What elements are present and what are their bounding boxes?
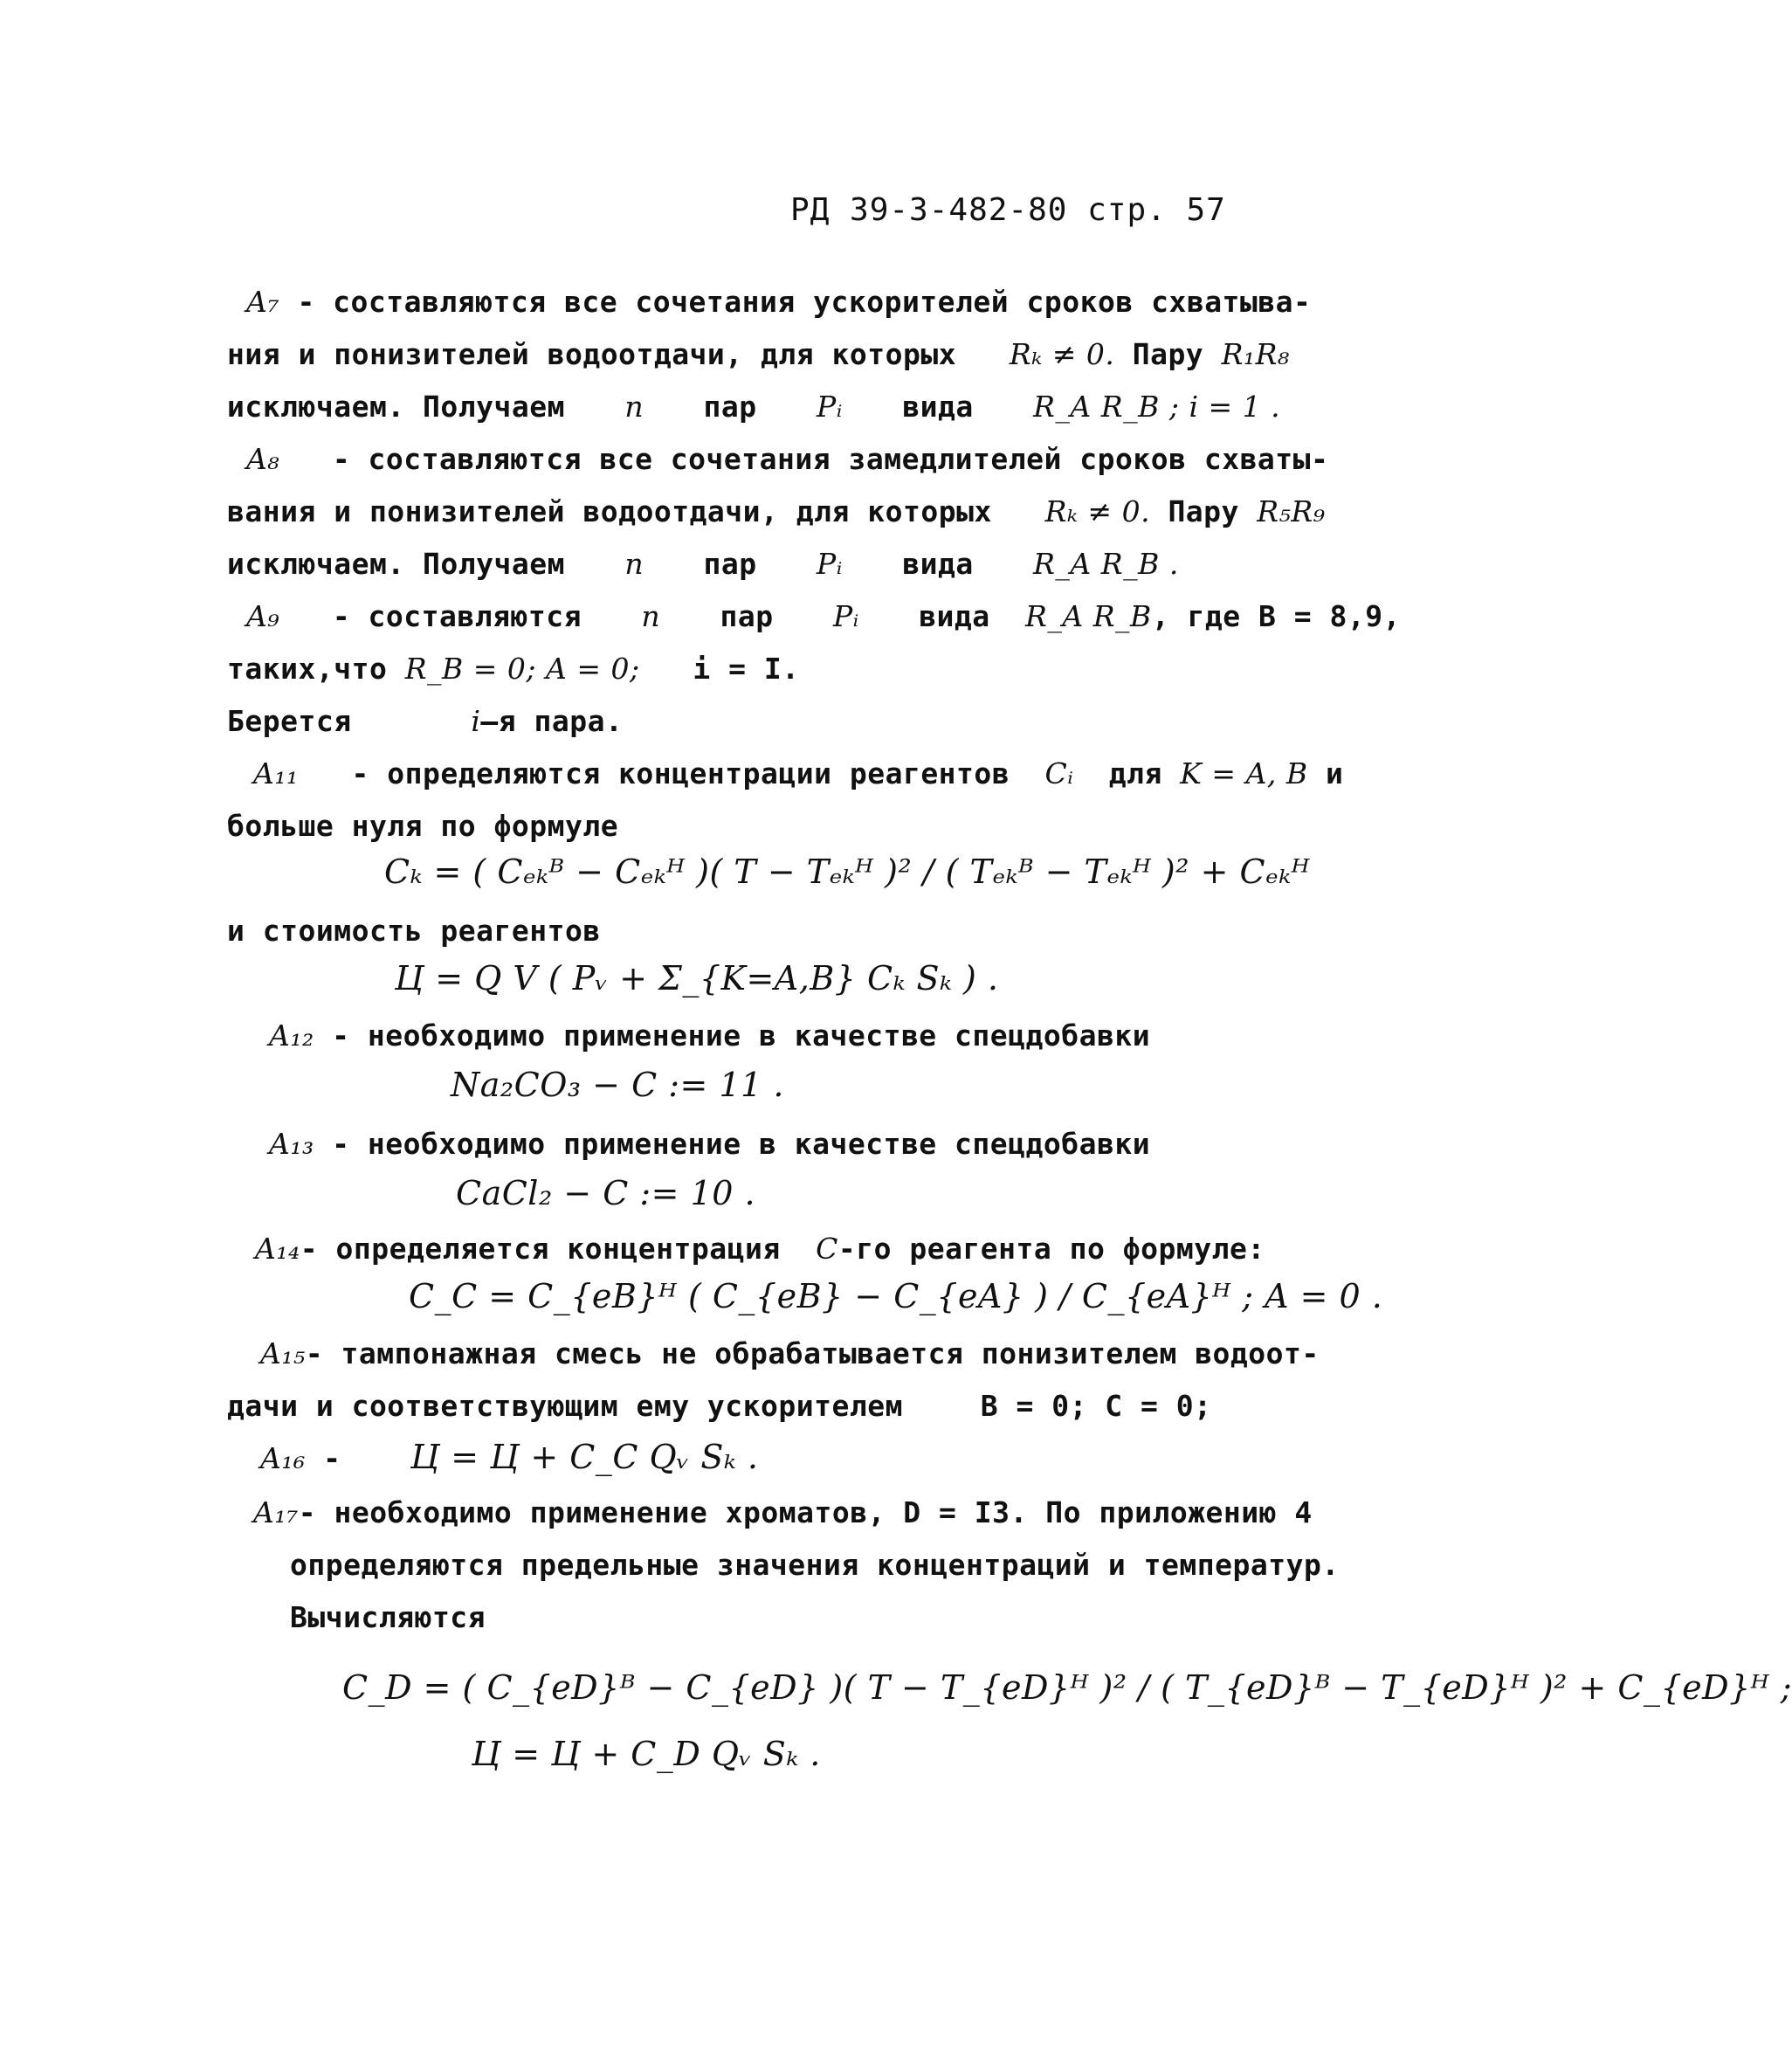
a8-text-1: - составляются все сочетания замедлителей сроков схваты- bbox=[332, 442, 1329, 476]
a8-excluded-pair: R₅R₉ bbox=[1257, 494, 1326, 528]
a9-kind: вида bbox=[919, 599, 990, 633]
page-header: РД 39-3-482-80 стр. 57 bbox=[790, 192, 1226, 228]
a13-label: A₁₃ bbox=[269, 1127, 314, 1161]
a9-text-1b: , где B = 8,9, bbox=[1151, 599, 1401, 633]
a8-text-2a: вания и понизителей водоотдачи, для которых bbox=[227, 494, 992, 528]
a16-dash: - bbox=[323, 1441, 341, 1475]
take-i: i bbox=[471, 704, 481, 738]
a17-text-1: - необходимо применение хроматов, D = I3. По приложению 4 bbox=[298, 1495, 1313, 1529]
a11-kset: K = A, B bbox=[1180, 756, 1308, 790]
a8-pairs: пар bbox=[703, 547, 757, 581]
a8-p: Pᵢ bbox=[817, 547, 843, 581]
a7-condition: Rₖ ≠ 0. bbox=[1009, 337, 1115, 371]
take-pair-line bbox=[227, 704, 623, 738]
a9-condition: R_B = 0; A = 0; bbox=[404, 652, 640, 686]
a7-line-1 bbox=[246, 285, 1311, 319]
a14-c: C bbox=[816, 1232, 838, 1266]
a11-cost-formula: Ц = Q V ( Pᵥ + Σ_{K=A,B} Cₖ Sₖ ) . bbox=[395, 959, 999, 997]
a9-text-2b: i = I. bbox=[693, 652, 800, 686]
a9-line-1 bbox=[246, 599, 1401, 633]
a7-n: n bbox=[624, 390, 644, 424]
a9-label: A₉ bbox=[246, 599, 280, 633]
a8-line-2 bbox=[227, 494, 1325, 528]
a7-line-2 bbox=[227, 337, 1290, 371]
a11-ci: Cᵢ bbox=[1044, 756, 1074, 790]
a8-n: n bbox=[624, 547, 644, 581]
a8-line-3 bbox=[227, 547, 1179, 581]
a15-line-1 bbox=[260, 1336, 1320, 1370]
take-text-b: –я пара. bbox=[480, 704, 624, 738]
a8-kind: вида bbox=[902, 547, 974, 581]
a11-line-1 bbox=[253, 756, 1343, 790]
a12-label: A₁₂ bbox=[269, 1018, 314, 1053]
a14-text-a: - определяется концентрация bbox=[300, 1232, 781, 1266]
a9-text-2a: таких,что bbox=[227, 652, 388, 686]
a15-text-1: - тампонажная смесь не обрабатывается понизителем водоот- bbox=[305, 1336, 1320, 1370]
a9-n: n bbox=[641, 599, 661, 633]
a7-text-2b: Пару bbox=[1132, 337, 1204, 371]
a17-line-2: определяются предельные значения концентраций и температур. bbox=[290, 1548, 1340, 1582]
a17-formula-1: C_D = ( C_{eD}ᴮ − C_{eD} )( T − T_{eD}ᴴ )² / ( T_{eD}ᴮ − T_{eD}ᴴ )² + C_{eD}ᴴ ; bbox=[342, 1668, 1792, 1707]
a17-formula-2: Ц = Ц + C_D Qᵥ Sₖ . bbox=[472, 1735, 821, 1773]
a7-text-1: - составляются все сочетания ускорителей сроков схватыва- bbox=[297, 285, 1312, 319]
a7-pairs: пар bbox=[703, 390, 757, 424]
a7-excluded-pair: R₁R₈ bbox=[1221, 337, 1290, 371]
a15-label: A₁₅ bbox=[260, 1336, 306, 1370]
a13-line bbox=[269, 1127, 1150, 1161]
a7-kind: вида bbox=[902, 390, 974, 424]
a15-text-2a: дачи и соответствующим ему ускорителем bbox=[227, 1389, 903, 1423]
a7-line-3 bbox=[227, 390, 1280, 424]
a11-text-1a: - определяются концентрации реагентов bbox=[351, 756, 1010, 790]
a9-form: R_A R_B bbox=[1025, 599, 1152, 633]
a8-form: R_A R_B . bbox=[1033, 547, 1179, 581]
a8-line-1 bbox=[246, 442, 1328, 476]
a17-line-1 bbox=[253, 1495, 1313, 1529]
a9-text-1a: - составляются bbox=[332, 599, 582, 633]
a17-label: A₁₇ bbox=[253, 1495, 299, 1529]
a14-label: A₁₄ bbox=[255, 1232, 300, 1266]
a8-text-2b: Пару bbox=[1168, 494, 1239, 528]
a14-formula: C_C = C_{eB}ᴴ ( C_{eB} − C_{eA} ) / C_{eA}ᴴ ; A = 0 . bbox=[409, 1277, 1383, 1315]
a16-label: A₁₆ bbox=[260, 1441, 306, 1475]
a9-line-2 bbox=[227, 652, 800, 686]
a16-formula: Ц = Ц + C_C Qᵥ Sₖ . bbox=[410, 1438, 759, 1476]
a16-line bbox=[260, 1441, 341, 1475]
a8-condition: Rₖ ≠ 0. bbox=[1044, 494, 1151, 528]
a14-line bbox=[255, 1232, 1265, 1266]
a13-formula: CaCl₂ − C := 10 . bbox=[456, 1174, 756, 1212]
a8-text-3a: исключаем. Получаем bbox=[227, 547, 565, 581]
a7-text-3a: исключаем. Получаем bbox=[227, 390, 565, 424]
a17-line-3: Вычисляются bbox=[290, 1600, 486, 1634]
a11-line-3: и стоимость реагентов bbox=[227, 914, 601, 948]
a12-text: - необходимо применение в качестве спецдобавки bbox=[332, 1018, 1151, 1053]
a11-line-2: больше нуля по формуле bbox=[227, 809, 619, 843]
a7-label: A₇ bbox=[246, 285, 280, 319]
a13-text: - необходимо применение в качестве спецдобавки bbox=[332, 1127, 1151, 1161]
a8-label: A₈ bbox=[246, 442, 280, 476]
a9-pairs: пар bbox=[720, 599, 774, 633]
a14-text-b: -го реагента по формуле: bbox=[837, 1232, 1265, 1266]
a15-text-2b: B = 0; C = 0; bbox=[980, 1389, 1212, 1423]
a7-form: R_A R_B ; i = 1 . bbox=[1033, 390, 1281, 424]
a12-formula: Na₂CO₃ − C := 11 . bbox=[451, 1066, 784, 1104]
a11-text-1c: и bbox=[1326, 756, 1344, 790]
take-text-a: Берется bbox=[227, 704, 352, 738]
a7-text-2a: ния и понизителей водоотдачи, для которых bbox=[227, 337, 957, 371]
a11-label: A₁₁ bbox=[253, 756, 299, 790]
a15-line-2 bbox=[227, 1389, 1212, 1423]
a9-p: Pᵢ bbox=[832, 599, 859, 633]
a11-text-1b: для bbox=[1108, 756, 1162, 790]
a7-p: Pᵢ bbox=[817, 390, 843, 424]
a11-concentration-formula: Cₖ = ( Cₑₖᴮ − Cₑₖᴴ )( T − Tₑₖᴴ )² / ( Tₑₖᴮ − Tₑₖᴴ )² + Cₑₖᴴ bbox=[384, 853, 1311, 891]
a12-line bbox=[269, 1018, 1150, 1053]
